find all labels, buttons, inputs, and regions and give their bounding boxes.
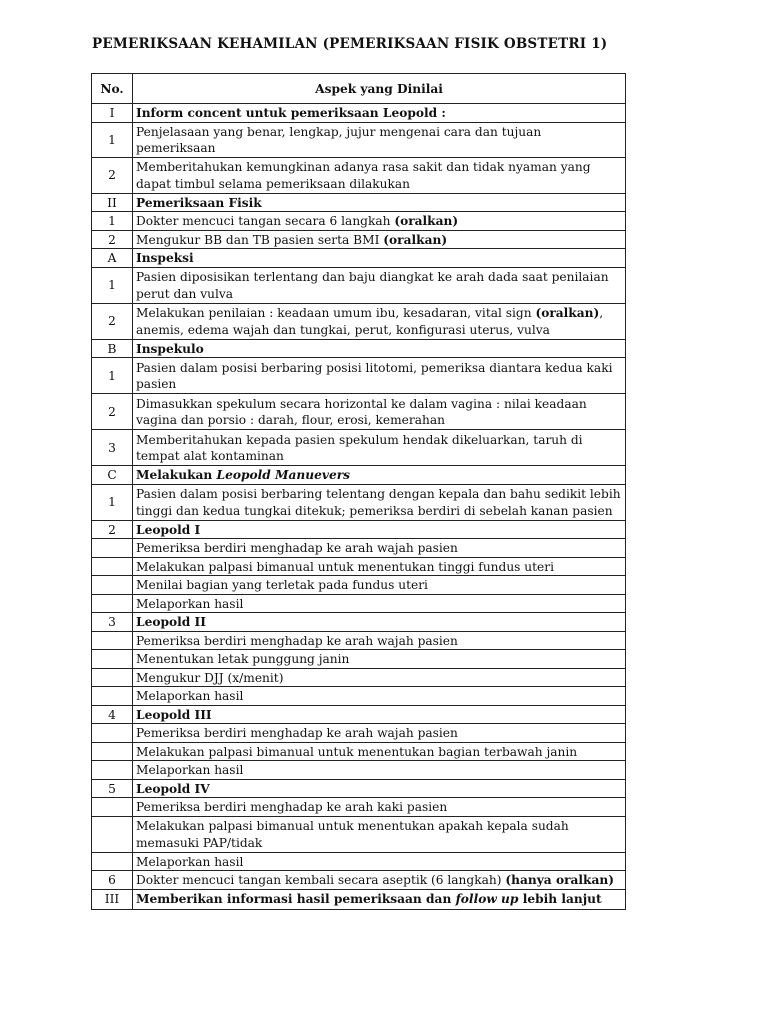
row-number: III bbox=[92, 889, 133, 909]
table-row bbox=[92, 104, 626, 123]
row-text-bold-suffix: (oralkan) bbox=[394, 214, 459, 228]
row-text-text: Inspeksi bbox=[136, 251, 194, 265]
row-text-text: Dokter mencuci tangan kembali secara aseptik (6 langkah) bbox=[136, 873, 506, 887]
row-number: 3 bbox=[92, 430, 133, 466]
row-number bbox=[92, 798, 133, 817]
row-text-text: Melakukan palpasi bimanual untuk menentukan apakah kepala sudah memasuki PAP/tidak bbox=[136, 819, 569, 850]
row-aspect bbox=[133, 742, 626, 761]
row-number bbox=[92, 668, 133, 687]
document-title: PEMERIKSAAN KEHAMILAN (PEMERIKSAAN FISIK OBSTETRI 1) bbox=[92, 36, 608, 52]
row-number bbox=[92, 761, 133, 780]
row-text-text: Inform concent untuk pemeriksaan Leopold : bbox=[136, 106, 446, 120]
table-row bbox=[92, 779, 626, 798]
row-number bbox=[92, 594, 133, 613]
table-row bbox=[92, 742, 626, 761]
row-number: II bbox=[92, 193, 133, 212]
row-text-bold-suffix: (hanya oralkan) bbox=[505, 873, 614, 887]
table-row bbox=[92, 594, 626, 613]
row-number: 1 bbox=[92, 122, 133, 157]
table-row bbox=[92, 871, 626, 890]
row-number: 2 bbox=[92, 520, 133, 539]
row-text-text: Pemeriksa berdiri menghadap ke arah wajah pasien bbox=[136, 726, 458, 740]
row-aspect bbox=[133, 394, 626, 430]
row-number: 2 bbox=[92, 157, 133, 193]
row-text-text: Melaporkan hasil bbox=[136, 596, 244, 611]
row-aspect bbox=[133, 687, 626, 706]
row-text-text: Melaporkan hasil bbox=[136, 689, 244, 703]
row-text-italic-suffix: Leopold Manuevers bbox=[216, 468, 351, 482]
row-text-text: Melakukan bbox=[136, 468, 217, 482]
row-number: 2 bbox=[92, 230, 133, 249]
row-aspect bbox=[133, 358, 626, 394]
row-text-text: Pasien dalam posisi berbaring telentang dengan kepala dan bahu sedikit lebih tinggi dan kedua tungkai ditekuk; pemeriksa berdiri di sebelah kanan pasien bbox=[136, 487, 621, 518]
row-number bbox=[92, 631, 133, 650]
header-aspect: Aspek yang Dinilai bbox=[133, 74, 626, 104]
row-aspect bbox=[133, 816, 626, 852]
row-text-text: Melaporkan hasil bbox=[136, 854, 244, 869]
header-no: No. bbox=[92, 74, 133, 104]
row-text-text: Menilai bagian yang terletak pada fundus uteri bbox=[136, 578, 428, 592]
row-aspect bbox=[133, 576, 626, 595]
row-text-text: Leopold II bbox=[136, 615, 206, 629]
table-row bbox=[92, 687, 626, 706]
row-aspect bbox=[133, 557, 626, 576]
table-row bbox=[92, 484, 626, 520]
row-number: 1 bbox=[92, 484, 133, 520]
row-aspect bbox=[133, 230, 626, 249]
row-number bbox=[92, 687, 133, 706]
row-aspect bbox=[133, 157, 626, 193]
row-aspect bbox=[133, 871, 626, 890]
row-text-text: Leopold I bbox=[136, 522, 201, 537]
row-text-text: Dimasukkan spekulum secara horizontal ke dalam vagina : nilai keadaan vagina dan porsio : darah, flour, erosi, kemerahan bbox=[136, 396, 587, 427]
row-text-text-after: , anemis, edema wajah dan tungkai, perut, konfigurasi uterus, vulva bbox=[136, 306, 604, 337]
row-aspect bbox=[133, 104, 626, 123]
row-text-bold-suffix: (oralkan) bbox=[383, 232, 448, 247]
row-number: 2 bbox=[92, 394, 133, 430]
table-row bbox=[92, 576, 626, 595]
row-aspect bbox=[133, 193, 626, 212]
row-text-text: Pemeriksa berdiri menghadap ke arah kaki pasien bbox=[136, 800, 448, 814]
row-aspect bbox=[133, 613, 626, 632]
table-row bbox=[92, 193, 626, 212]
row-number: 5 bbox=[92, 779, 133, 798]
row-text-text: Memberitahukan kepada pasien spekulum hendak dikeluarkan, taruh di tempat alat kontaminan bbox=[136, 432, 583, 463]
row-number: 4 bbox=[92, 705, 133, 724]
table-row bbox=[92, 303, 626, 339]
table-row bbox=[92, 816, 626, 852]
table-row bbox=[92, 520, 626, 539]
row-text-text: Dokter mencuci tangan secara 6 langkah bbox=[136, 214, 395, 228]
row-aspect bbox=[133, 430, 626, 466]
row-number: I bbox=[92, 104, 133, 123]
table-row bbox=[92, 724, 626, 743]
row-text-text: Pemeriksa berdiri menghadap ke arah wajah pasien bbox=[136, 541, 458, 555]
table-row bbox=[92, 394, 626, 430]
row-aspect bbox=[133, 594, 626, 613]
table-row bbox=[92, 889, 626, 909]
row-text-text: Leopold III bbox=[136, 707, 212, 722]
table-row bbox=[92, 358, 626, 394]
row-text-text: Mengukur DJJ (x/menit) bbox=[136, 670, 284, 685]
row-aspect bbox=[133, 484, 626, 520]
row-aspect bbox=[133, 303, 626, 339]
table-row bbox=[92, 650, 626, 669]
row-text-text: Mengukur BB dan TB pasien serta BMI bbox=[136, 232, 384, 247]
row-text-text: Memberikan informasi hasil pemeriksaan dan bbox=[136, 892, 456, 907]
row-aspect bbox=[133, 705, 626, 724]
row-aspect bbox=[133, 724, 626, 743]
row-number: 3 bbox=[92, 613, 133, 632]
table-row bbox=[92, 212, 626, 231]
row-aspect bbox=[133, 668, 626, 687]
assessment-table bbox=[91, 73, 626, 910]
row-aspect bbox=[133, 852, 626, 871]
row-number bbox=[92, 557, 133, 576]
row-aspect bbox=[133, 212, 626, 231]
row-number: 1 bbox=[92, 212, 133, 231]
table-row bbox=[92, 557, 626, 576]
table-row bbox=[92, 613, 626, 632]
row-aspect bbox=[133, 520, 626, 539]
table-row bbox=[92, 122, 626, 157]
table-row bbox=[92, 249, 626, 268]
row-text-text-after: lebih lanjut bbox=[518, 892, 602, 907]
row-number: 1 bbox=[92, 358, 133, 394]
table-row bbox=[92, 230, 626, 249]
row-text-text: Leopold IV bbox=[136, 781, 210, 796]
table-row bbox=[92, 157, 626, 193]
table-row bbox=[92, 668, 626, 687]
row-aspect bbox=[133, 631, 626, 650]
row-text-text: Pasien dalam posisi berbaring posisi litotomi, pemeriksa diantara kedua kaki pasien bbox=[136, 360, 613, 391]
table-row bbox=[92, 798, 626, 817]
table-header-row bbox=[92, 74, 626, 104]
table-row bbox=[92, 852, 626, 871]
table-row bbox=[92, 267, 626, 303]
row-text-text: Memberitahukan kemungkinan adanya rasa sakit dan tidak nyaman yang dapat timbul selama pemeriksaan dilakukan bbox=[136, 160, 591, 191]
row-number: B bbox=[92, 339, 133, 358]
row-number bbox=[92, 852, 133, 871]
row-text-text: Melakukan palpasi bimanual untuk menentukan bagian terbawah janin bbox=[136, 744, 578, 759]
row-number bbox=[92, 724, 133, 743]
row-text-text: Inspekulo bbox=[136, 341, 204, 356]
row-text-text: Menentukan letak punggung janin bbox=[136, 652, 350, 666]
table-row bbox=[92, 466, 626, 485]
table-row bbox=[92, 631, 626, 650]
row-number bbox=[92, 539, 133, 558]
table-row bbox=[92, 539, 626, 558]
row-aspect bbox=[133, 267, 626, 303]
row-number: 6 bbox=[92, 871, 133, 890]
row-number bbox=[92, 816, 133, 852]
row-number bbox=[92, 742, 133, 761]
row-text-text: Pasien diposisikan terlentang dan baju diangkat ke arah dada saat penilaian perut dan vulva bbox=[136, 270, 609, 301]
row-text-text: Pemeriksaan Fisik bbox=[136, 195, 262, 210]
row-aspect bbox=[133, 466, 626, 485]
row-aspect bbox=[133, 339, 626, 358]
row-aspect bbox=[133, 779, 626, 798]
row-number: A bbox=[92, 249, 133, 268]
table-row bbox=[92, 705, 626, 724]
row-text-text: Melakukan palpasi bimanual untuk menentukan tinggi fundus uteri bbox=[136, 559, 554, 574]
row-number bbox=[92, 650, 133, 669]
row-aspect bbox=[133, 539, 626, 558]
row-aspect bbox=[133, 798, 626, 817]
table-row bbox=[92, 339, 626, 358]
row-text-text: Melakukan penilaian : keadaan umum ibu, kesadaran, vital sign bbox=[136, 306, 536, 320]
row-text-text: Penjelasaan yang benar, lengkap, jujur mengenai cara dan tujuan pemeriksaan bbox=[136, 124, 542, 155]
row-text-text: Pemeriksa berdiri menghadap ke arah wajah pasien bbox=[136, 633, 458, 648]
row-aspect bbox=[133, 650, 626, 669]
row-aspect bbox=[133, 249, 626, 268]
row-number: 2 bbox=[92, 303, 133, 339]
row-text-italic-mid: follow up bbox=[455, 892, 519, 907]
row-number: 1 bbox=[92, 267, 133, 303]
row-number: C bbox=[92, 466, 133, 485]
row-aspect bbox=[133, 761, 626, 780]
row-text-text: Melaporkan hasil bbox=[136, 763, 244, 777]
row-aspect bbox=[133, 122, 626, 157]
table-row bbox=[92, 761, 626, 780]
table-row bbox=[92, 430, 626, 466]
row-number bbox=[92, 576, 133, 595]
row-text-bold-mid: (oralkan) bbox=[535, 306, 600, 320]
row-aspect bbox=[133, 889, 626, 909]
